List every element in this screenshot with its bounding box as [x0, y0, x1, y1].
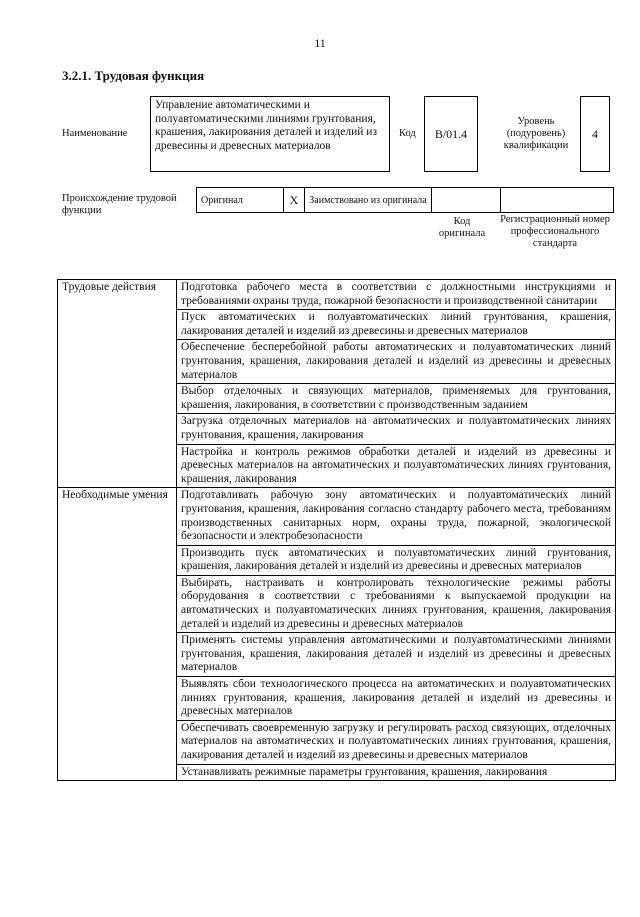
table-row: [58, 280, 616, 310]
reg-number-cell: [501, 188, 614, 213]
list-item: Обеспечение бесперебойной работы автоматических и полуавтоматических линий грунтования, крашения, лакирования деталей и изделий из древесины и древесных материалов: [177, 340, 616, 384]
list-item: Устанавливать режимные параметры грунтования, крашения, лакирования: [177, 764, 616, 781]
list-item: Настройка и контроль режимов обработки деталей и изделий из древесины и древесных материалов на автоматических и полуавтоматических линиях грунтования, крашения, лакирования: [177, 444, 616, 488]
code-original-label: Код оригинала: [438, 216, 486, 239]
function-code-value: B/01.4: [424, 96, 478, 172]
origin-label: Происхождение трудовой функции: [62, 193, 177, 216]
section-title: Трудовые действия: [58, 280, 177, 488]
list-item: Обеспечивать своевременную загрузку и регулировать расход связующих, отделочных материалов на автоматических и полуавтоматических линиях грунтования, крашения, лакирования деталей и изделий из древесины и древесных материалов: [177, 720, 616, 764]
page-number: 11: [314, 36, 326, 50]
list-item: Загрузка отделочных материалов на автоматических и полуавтоматических линиях грунтования, крашения, лакирования: [177, 414, 616, 444]
list-item: Выбор отделочных и связующих материалов, применяемых для грунтования, крашения, лакирования, в соответствии с производственным заданием: [177, 384, 616, 414]
function-details-table: [57, 279, 616, 781]
list-item: Пуск автоматических и полуавтоматических линий грунтования, крашения, лакирования деталей и изделий из древесины и древесных материалов: [177, 310, 616, 340]
table-row: [58, 488, 616, 545]
list-item: Выбирать, настраивать и контролировать технологические режимы работы оборудования в соответствии с требованиями к выпускаемой продукции на автоматических и полуавтоматических линиях грунтования, крашения, лакирования деталей и изделий из древесины и древесных материалов: [177, 575, 616, 632]
section-heading: 3.2.1. Трудовая функция: [62, 68, 205, 83]
code-label: Код: [399, 128, 416, 139]
reg-number-label: Регистрационный номер профессионального стандарта: [500, 214, 610, 249]
borrowed-label: Заимствовано из оригинала: [305, 188, 432, 213]
origin-table: [196, 187, 614, 213]
list-item: Производить пуск автоматических и полуавтоматических линий грунтования, крашения, лакирования деталей и изделий из древесины и древесных материалов: [177, 545, 616, 575]
function-name-value: Управление автоматическими и полуавтоматическими линиями грунтования, крашения, лакирования деталей и изделий из древесины и древесных материалов: [150, 96, 390, 172]
list-item: Подготавливать рабочую зону автоматических и полуавтоматических линий грунтования, крашения, лакирования согласно стандарту рабочего места, требованиям производственных санитарных норм, охраны труда, пожарной, экологической безопасности и электробезопасности: [177, 488, 616, 545]
section-title: Необходимые умения: [58, 488, 177, 781]
list-item: Применять системы управления автоматическими и полуавтоматическими линиями грунтования, крашения, лакирования деталей и изделий из древесины и древесных материалов: [177, 633, 616, 677]
list-item: Подготовка рабочего места в соответствии с должностными инструкциями и требованиями охраны труда, пожарной безопасности и производственной санитарии: [177, 280, 616, 310]
original-mark: X: [284, 188, 305, 213]
function-level-value: 4: [580, 96, 610, 172]
code-original-cell: [432, 188, 501, 213]
list-item: Выявлять сбои технологического процесса на автоматических и полуавтоматических линиях грунтования, крашения, лакирования деталей и изделий из древесины и древесных материалов: [177, 677, 616, 721]
level-label: Уровень (подуровень) квалификации: [503, 116, 569, 151]
name-label: Наименование: [62, 128, 128, 139]
original-label: Оригинал: [197, 188, 284, 213]
